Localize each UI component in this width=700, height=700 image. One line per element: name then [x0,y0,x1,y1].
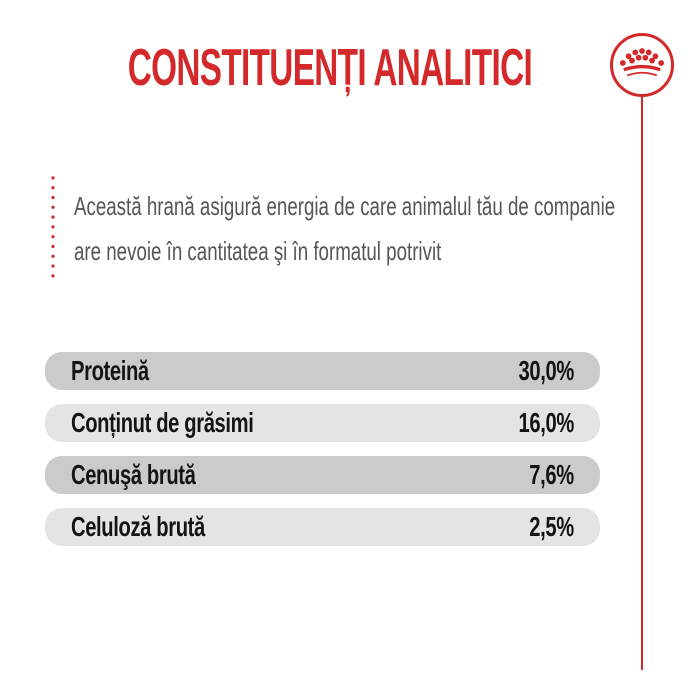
row-value: 7,6% [529,459,574,490]
description [74,184,700,274]
logo-tail-line [641,96,643,670]
row-label: Celuloză brută [71,511,205,542]
page-title [0,40,660,96]
royal-canin-logo [610,33,674,97]
analytical-constituents-table [45,352,600,560]
row-value: 30,0% [518,355,574,386]
table-row-fibre [45,508,600,546]
description-line-1: Această hrană asigură energia de care animalul tău de companie [74,191,616,221]
row-label: Proteină [71,355,149,386]
page-title-text: CONSTITUENȚI ANALITICI [127,39,533,97]
row-value: 16,0% [518,407,574,438]
table-row-protein [45,352,600,390]
royal-canin-crown-icon [619,44,665,80]
row-label: Cenuşă brută [71,459,196,490]
table-row-fat [45,404,600,442]
row-label: Conținut de grăsimi [71,407,254,438]
row-value: 2,5% [529,511,574,542]
description-line-2: are nevoie în cantitatea şi în formatul potrivit [74,236,442,266]
dotted-accent-line [51,173,55,280]
table-row-ash [45,456,600,494]
